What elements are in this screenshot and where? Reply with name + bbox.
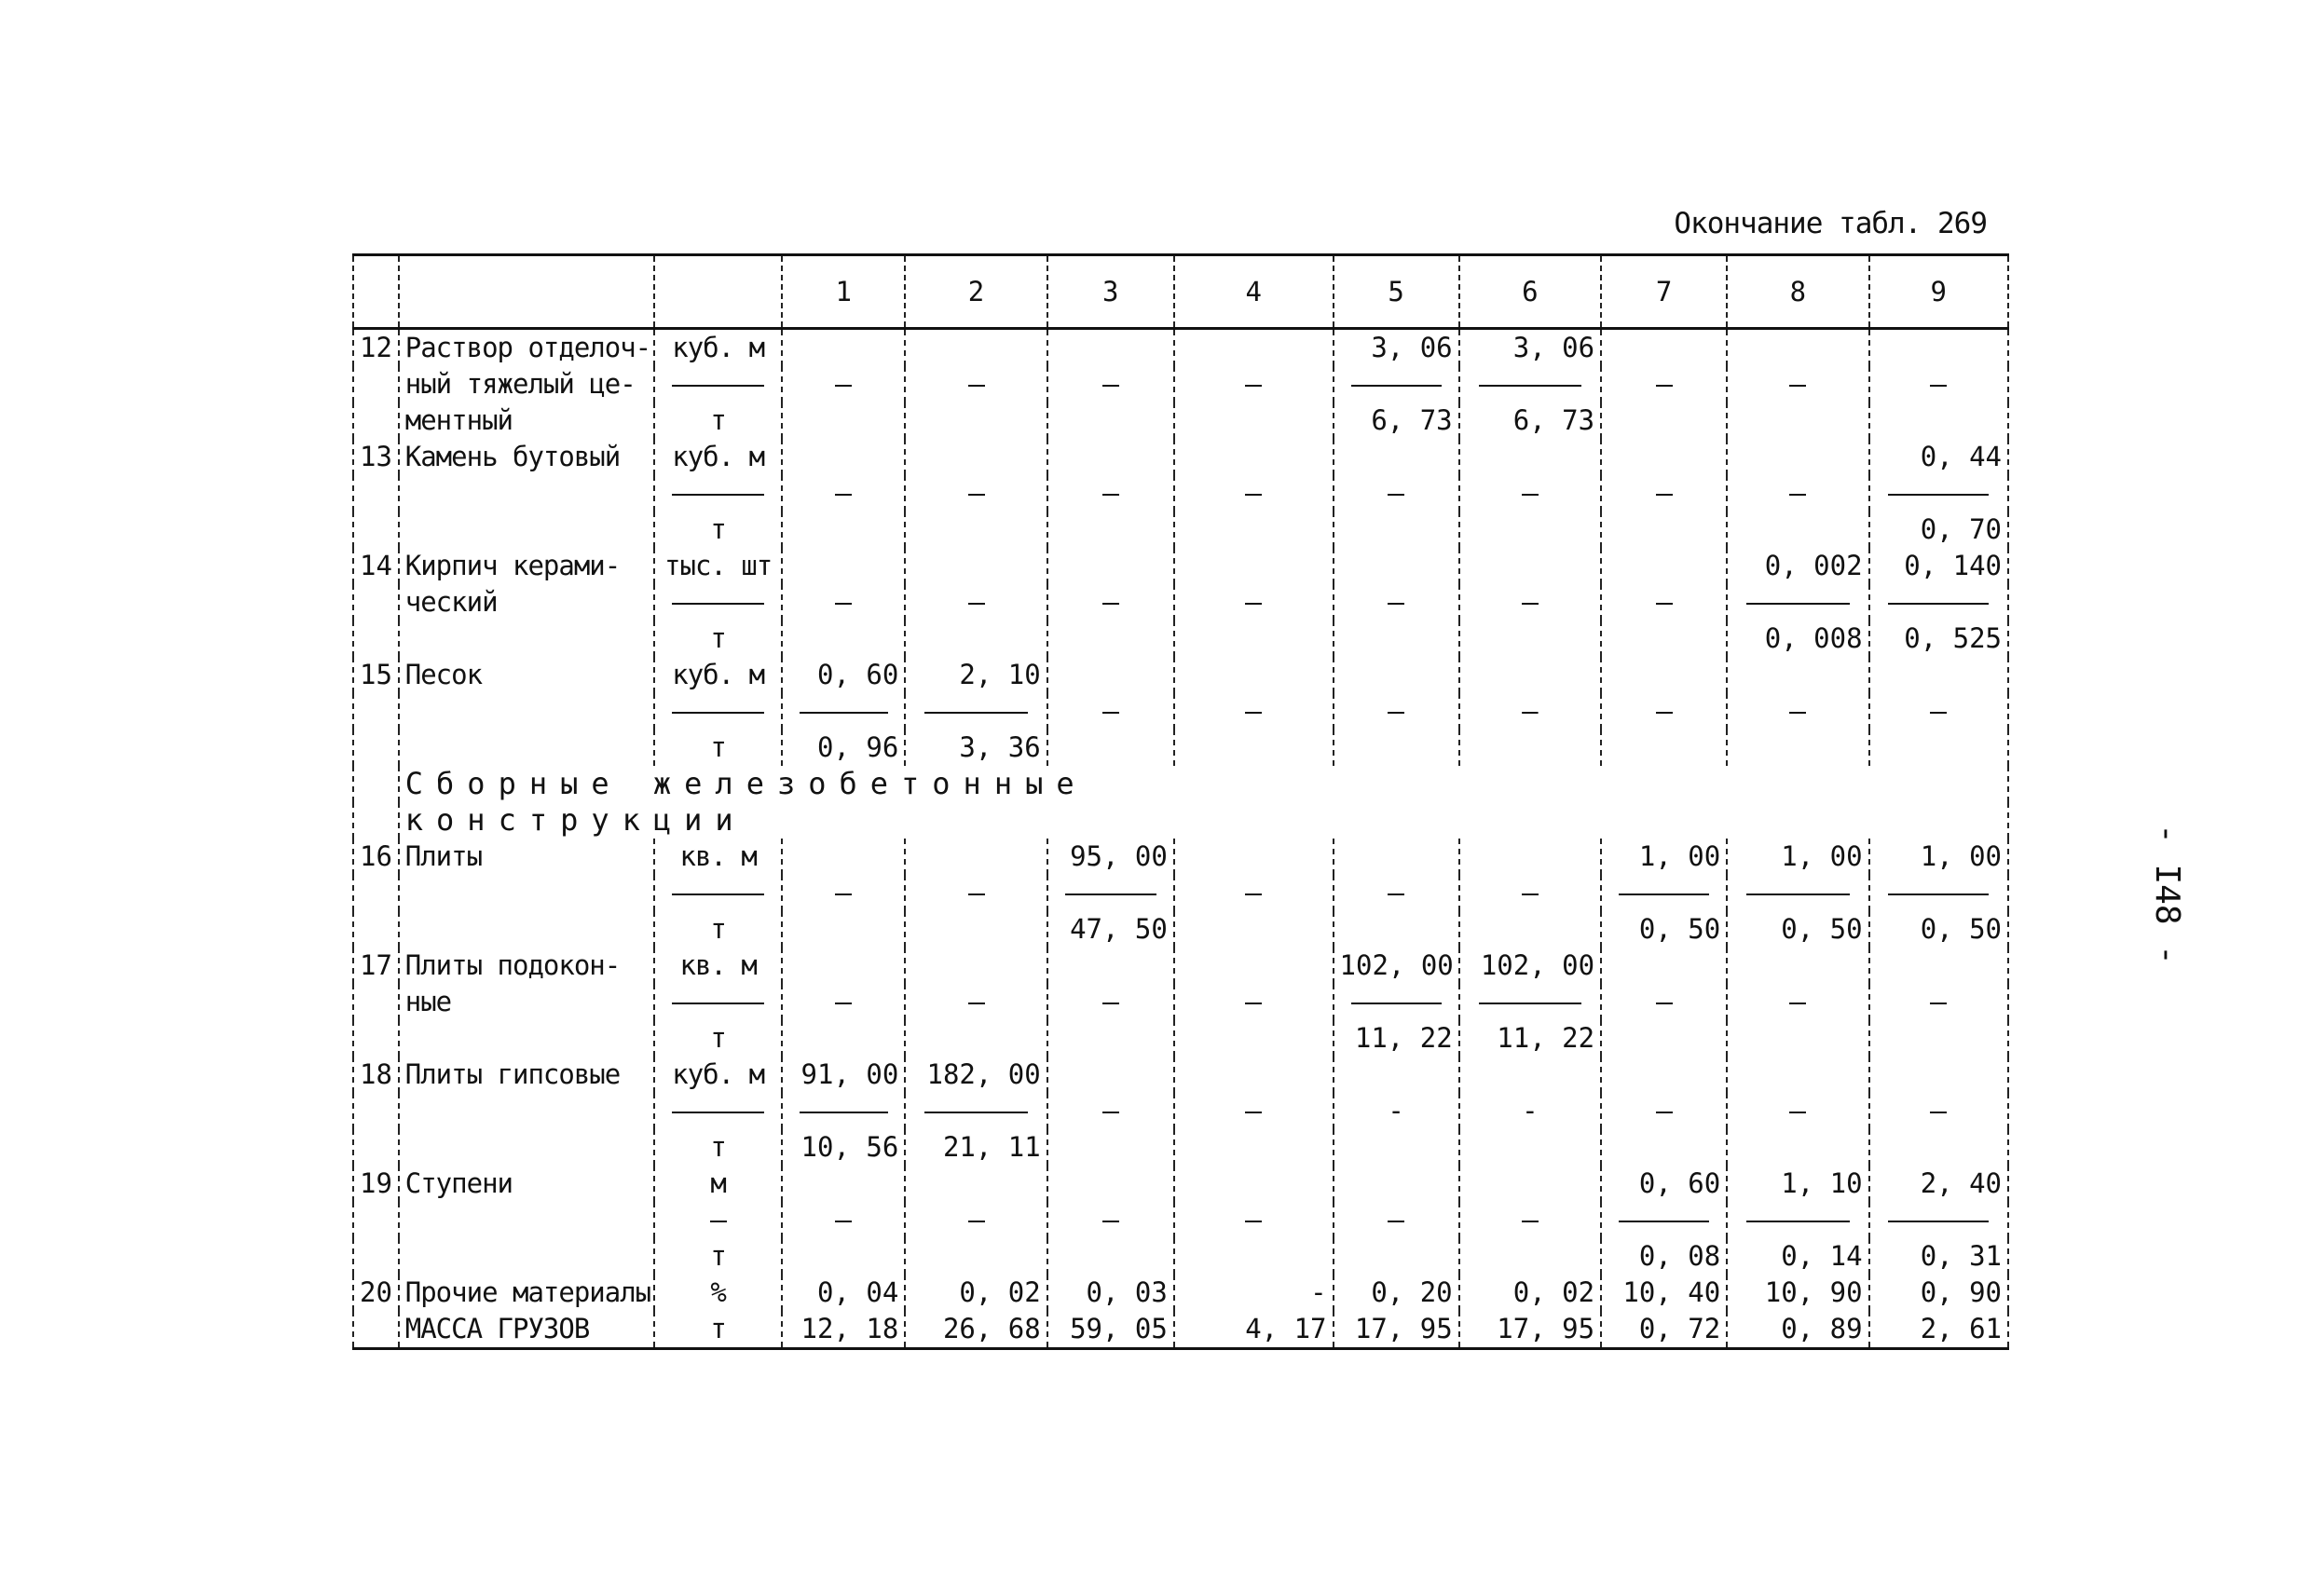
table-row xyxy=(353,948,2008,984)
header-cell: 8 xyxy=(1727,255,1868,329)
value-cell: - xyxy=(1174,1275,1334,1311)
value-cell: 2, 10 xyxy=(905,657,1047,693)
value-cell: 17, 95 xyxy=(1459,1311,1601,1349)
fraction-line xyxy=(1351,1003,1442,1004)
fraction-line xyxy=(1746,1221,1850,1222)
dash-mark xyxy=(835,1003,852,1004)
value-cell: 0, 72 xyxy=(1601,1311,1727,1349)
material-name: МАССА ГРУЗОВ xyxy=(399,1311,654,1349)
value-cell: 3, 36 xyxy=(905,730,1047,766)
value-cell: 0, 90 xyxy=(1869,1275,2008,1311)
table-row xyxy=(353,548,2008,584)
fraction-line xyxy=(1619,893,1709,895)
header-cell xyxy=(399,255,654,329)
table-row xyxy=(353,402,2008,439)
fraction-line xyxy=(672,893,764,895)
dash-mark xyxy=(968,1221,985,1222)
value-cell: 0, 60 xyxy=(1601,1166,1727,1202)
fraction-line xyxy=(800,1112,887,1113)
row-number: 12 xyxy=(353,329,399,367)
value-cell: 2, 61 xyxy=(1869,1311,2008,1349)
unit-label: % xyxy=(654,1275,782,1311)
fraction-line xyxy=(672,385,764,387)
table-row xyxy=(353,1057,2008,1093)
dash-mark xyxy=(1245,494,1262,496)
fraction-line xyxy=(672,1112,764,1113)
value-cell: 6, 73 xyxy=(1334,402,1459,439)
dash-mark xyxy=(1245,712,1262,714)
header-cell: 6 xyxy=(1459,255,1601,329)
unit-label: т xyxy=(654,512,782,548)
value-cell: 0, 70 xyxy=(1869,512,2008,548)
unit-label: куб. м xyxy=(654,329,782,367)
value-cell: 0, 31 xyxy=(1869,1238,2008,1275)
page-number: - I48 - xyxy=(2148,824,2186,965)
value-cell: 0, 04 xyxy=(782,1275,905,1311)
material-name: Ступени xyxy=(399,1166,654,1202)
dash-mark xyxy=(1522,603,1539,605)
unit-label: т xyxy=(654,402,782,439)
dash-mark xyxy=(1388,494,1404,496)
material-name: Плиты гипсовые xyxy=(399,1057,654,1093)
dash-mark xyxy=(1245,1003,1262,1004)
value-cell: 0, 02 xyxy=(905,1275,1047,1311)
unit-label: т xyxy=(654,1020,782,1057)
row-number: 14 xyxy=(353,548,399,584)
row-number: 13 xyxy=(353,439,399,475)
value-cell: 59, 05 xyxy=(1047,1311,1174,1349)
value-cell: 1, 10 xyxy=(1727,1166,1868,1202)
table-row xyxy=(353,366,2008,402)
fraction-line xyxy=(1888,603,1989,605)
dash-mark xyxy=(1930,712,1947,714)
value-cell: 0, 08 xyxy=(1601,1238,1727,1275)
dash-mark xyxy=(835,385,852,387)
table-row xyxy=(353,1275,2008,1311)
value-cell: 1, 00 xyxy=(1869,839,2008,875)
material-name: Раствор отделоч- xyxy=(399,329,654,367)
unit-label: т xyxy=(654,1129,782,1166)
value-cell: 0, 60 xyxy=(782,657,905,693)
fraction-line xyxy=(1888,494,1989,496)
value-cell: 0, 03 xyxy=(1047,1275,1174,1311)
dash-mark xyxy=(1930,1112,1947,1113)
value-cell: 0, 50 xyxy=(1727,911,1868,948)
dash-mark xyxy=(1522,1221,1539,1222)
table-body xyxy=(353,329,2008,1349)
table-caption: Окончание табл. 269 xyxy=(1674,207,1987,240)
fraction-line xyxy=(672,494,764,496)
unit-label: т xyxy=(654,1311,782,1349)
unit-label: т xyxy=(654,621,782,657)
value-cell: 0, 50 xyxy=(1601,911,1727,948)
unit-label: кв. м xyxy=(654,839,782,875)
dash-mark xyxy=(1656,494,1673,496)
material-name: Песок xyxy=(399,657,654,693)
table-row xyxy=(353,1238,2008,1275)
fraction-line xyxy=(672,1003,764,1004)
value-cell: 182, 00 xyxy=(905,1057,1047,1093)
unit-label: куб. м xyxy=(654,439,782,475)
table-row xyxy=(353,693,2008,730)
header-cell: 1 xyxy=(782,255,905,329)
header-cell xyxy=(353,255,399,329)
section-title: конструкции xyxy=(399,802,2008,839)
fraction-line xyxy=(924,712,1028,714)
value-cell: 10, 56 xyxy=(782,1129,905,1166)
value-cell: 0, 50 xyxy=(1869,911,2008,948)
fraction-line xyxy=(1888,893,1989,895)
dash-mark xyxy=(1102,494,1119,496)
dash-mark xyxy=(1789,712,1806,714)
fraction-line xyxy=(1351,385,1442,387)
value-cell: 26, 68 xyxy=(905,1311,1047,1349)
dash-mark xyxy=(1522,893,1539,895)
row-number: 15 xyxy=(353,657,399,693)
materials-table xyxy=(352,253,2009,1350)
value-cell: 0, 14 xyxy=(1727,1238,1868,1275)
value-cell: 0, 96 xyxy=(782,730,905,766)
value-cell: 12, 18 xyxy=(782,1311,905,1349)
fraction-line xyxy=(1746,893,1850,895)
fraction-line xyxy=(1888,1221,1989,1222)
dash-mark xyxy=(1102,385,1119,387)
table-row xyxy=(353,1093,2008,1129)
dash-mark xyxy=(1656,603,1673,605)
table-row xyxy=(353,1311,2008,1349)
table-row xyxy=(353,984,2008,1020)
dash-mark xyxy=(1656,1003,1673,1004)
table-row xyxy=(353,584,2008,621)
material-name: Кирпич керами- xyxy=(399,548,654,584)
table-row xyxy=(353,911,2008,948)
header-cell: 2 xyxy=(905,255,1047,329)
value-cell: 0, 525 xyxy=(1869,621,2008,657)
dash-mark xyxy=(1789,1003,1806,1004)
dash-mark xyxy=(1245,893,1262,895)
value-cell: 0, 140 xyxy=(1869,548,2008,584)
dash-mark xyxy=(968,494,985,496)
material-name: ный тяжелый це- xyxy=(399,366,654,402)
header-cell: 4 xyxy=(1174,255,1334,329)
dash-mark xyxy=(968,893,985,895)
header-row xyxy=(353,255,2008,329)
unit-label: куб. м xyxy=(654,1057,782,1093)
table-row xyxy=(353,1020,2008,1057)
table-row xyxy=(353,657,2008,693)
dash-mark xyxy=(968,385,985,387)
table-row xyxy=(353,730,2008,766)
dash-mark xyxy=(835,1221,852,1222)
value-cell: 2, 40 xyxy=(1869,1166,2008,1202)
value-cell: 0, 002 xyxy=(1727,548,1868,584)
section-title-row xyxy=(353,766,2008,802)
unit-label: т xyxy=(654,911,782,948)
value-cell: 0, 02 xyxy=(1459,1275,1601,1311)
row-number: 20 xyxy=(353,1275,399,1311)
unit-label: тыс. шт xyxy=(654,548,782,584)
value-cell: 91, 00 xyxy=(782,1057,905,1093)
section-title-row xyxy=(353,802,2008,839)
value-cell: 0, 008 xyxy=(1727,621,1868,657)
dash-mark xyxy=(1245,603,1262,605)
dash-mark xyxy=(968,1003,985,1004)
value-cell: 1, 00 xyxy=(1727,839,1868,875)
material-name: ментный xyxy=(399,402,654,439)
unit-label: м xyxy=(654,1166,782,1202)
dash-mark xyxy=(1789,494,1806,496)
table-row xyxy=(353,839,2008,875)
material-name: ческий xyxy=(399,584,654,621)
dash-mark xyxy=(1102,1003,1119,1004)
value-cell: 4, 17 xyxy=(1174,1311,1334,1349)
value-cell: 10, 40 xyxy=(1601,1275,1727,1311)
table-row xyxy=(353,329,2008,367)
value-cell: 95, 00 xyxy=(1047,839,1174,875)
table-row xyxy=(353,1129,2008,1166)
value-cell: 3, 06 xyxy=(1334,329,1459,367)
fraction-line xyxy=(1479,1003,1582,1004)
value-cell: 102, 00 xyxy=(1334,948,1459,984)
row-number: 18 xyxy=(353,1057,399,1093)
dash-mark xyxy=(1388,893,1404,895)
dash-mark xyxy=(1102,603,1119,605)
dash-mark xyxy=(835,893,852,895)
unit-label: т xyxy=(654,730,782,766)
dash-mark xyxy=(1245,1221,1262,1222)
value-cell: 1, 00 xyxy=(1601,839,1727,875)
dash-mark xyxy=(1388,603,1404,605)
table-row xyxy=(353,475,2008,512)
dash-mark xyxy=(1656,1112,1673,1113)
table-row xyxy=(353,1166,2008,1202)
material-name: Прочие материалы xyxy=(399,1275,654,1311)
value-cell: 6, 73 xyxy=(1459,402,1601,439)
dash-mark xyxy=(1102,1112,1119,1113)
value-cell: 10, 90 xyxy=(1727,1275,1868,1311)
table-row xyxy=(353,439,2008,475)
dash-mark xyxy=(1388,1221,1404,1222)
value-cell: 11, 22 xyxy=(1334,1020,1459,1057)
dash-mark xyxy=(1245,385,1262,387)
value-cell: 0, 89 xyxy=(1727,1311,1868,1349)
dash-mark xyxy=(1789,385,1806,387)
material-name: Плиты xyxy=(399,839,654,875)
dash-mark xyxy=(1930,1003,1947,1004)
fraction-line xyxy=(800,712,887,714)
table-row xyxy=(353,512,2008,548)
dash-mark xyxy=(835,603,852,605)
unit-label: кв. м xyxy=(654,948,782,984)
dash-mark xyxy=(1656,712,1673,714)
value-cell: - xyxy=(1459,1093,1601,1129)
row-number: 19 xyxy=(353,1166,399,1202)
dash-mark xyxy=(1789,1112,1806,1113)
material-name: ные xyxy=(399,984,654,1020)
dash-mark xyxy=(968,603,985,605)
value-cell: 3, 06 xyxy=(1459,329,1601,367)
dash-mark xyxy=(1102,712,1119,714)
value-cell: 0, 20 xyxy=(1334,1275,1459,1311)
dash-mark xyxy=(1930,385,1947,387)
header-cell: 5 xyxy=(1334,255,1459,329)
dash-mark xyxy=(1245,1112,1262,1113)
value-cell: 0, 44 xyxy=(1869,439,2008,475)
dash-mark xyxy=(1102,1221,1119,1222)
fraction-line xyxy=(1479,385,1582,387)
row-number xyxy=(353,1311,399,1349)
unit-label: т xyxy=(654,1238,782,1275)
fraction-line xyxy=(1619,1221,1709,1222)
header-cell xyxy=(654,255,782,329)
table-row xyxy=(353,621,2008,657)
fraction-line xyxy=(672,712,764,714)
value-cell: 17, 95 xyxy=(1334,1311,1459,1349)
dash-mark xyxy=(1388,712,1404,714)
fraction-line xyxy=(1065,893,1156,895)
value-cell: 21, 11 xyxy=(905,1129,1047,1166)
fraction-line xyxy=(672,603,764,605)
unit-label: куб. м xyxy=(654,657,782,693)
material-name: Плиты подокон- xyxy=(399,948,654,984)
section-title: Сборные железобетонные xyxy=(399,766,2008,802)
header-cell: 3 xyxy=(1047,255,1174,329)
value-cell: 47, 50 xyxy=(1047,911,1174,948)
header-cell: 9 xyxy=(1869,255,2008,329)
dash-mark xyxy=(1522,494,1539,496)
row-number: 16 xyxy=(353,839,399,875)
value-cell: - xyxy=(1334,1093,1459,1129)
table-row xyxy=(353,1202,2008,1238)
fraction-line xyxy=(924,1112,1028,1113)
row-number: 17 xyxy=(353,948,399,984)
header-cell: 7 xyxy=(1601,255,1727,329)
fraction-line xyxy=(1746,603,1850,605)
dash-mark xyxy=(1656,385,1673,387)
value-cell: 102, 00 xyxy=(1459,948,1601,984)
table-row xyxy=(353,875,2008,911)
material-name: Камень бутовый xyxy=(399,439,654,475)
dash-mark xyxy=(835,494,852,496)
value-cell: – xyxy=(1459,693,1601,730)
value-cell: 11, 22 xyxy=(1459,1020,1601,1057)
dash-mark xyxy=(710,1221,727,1222)
